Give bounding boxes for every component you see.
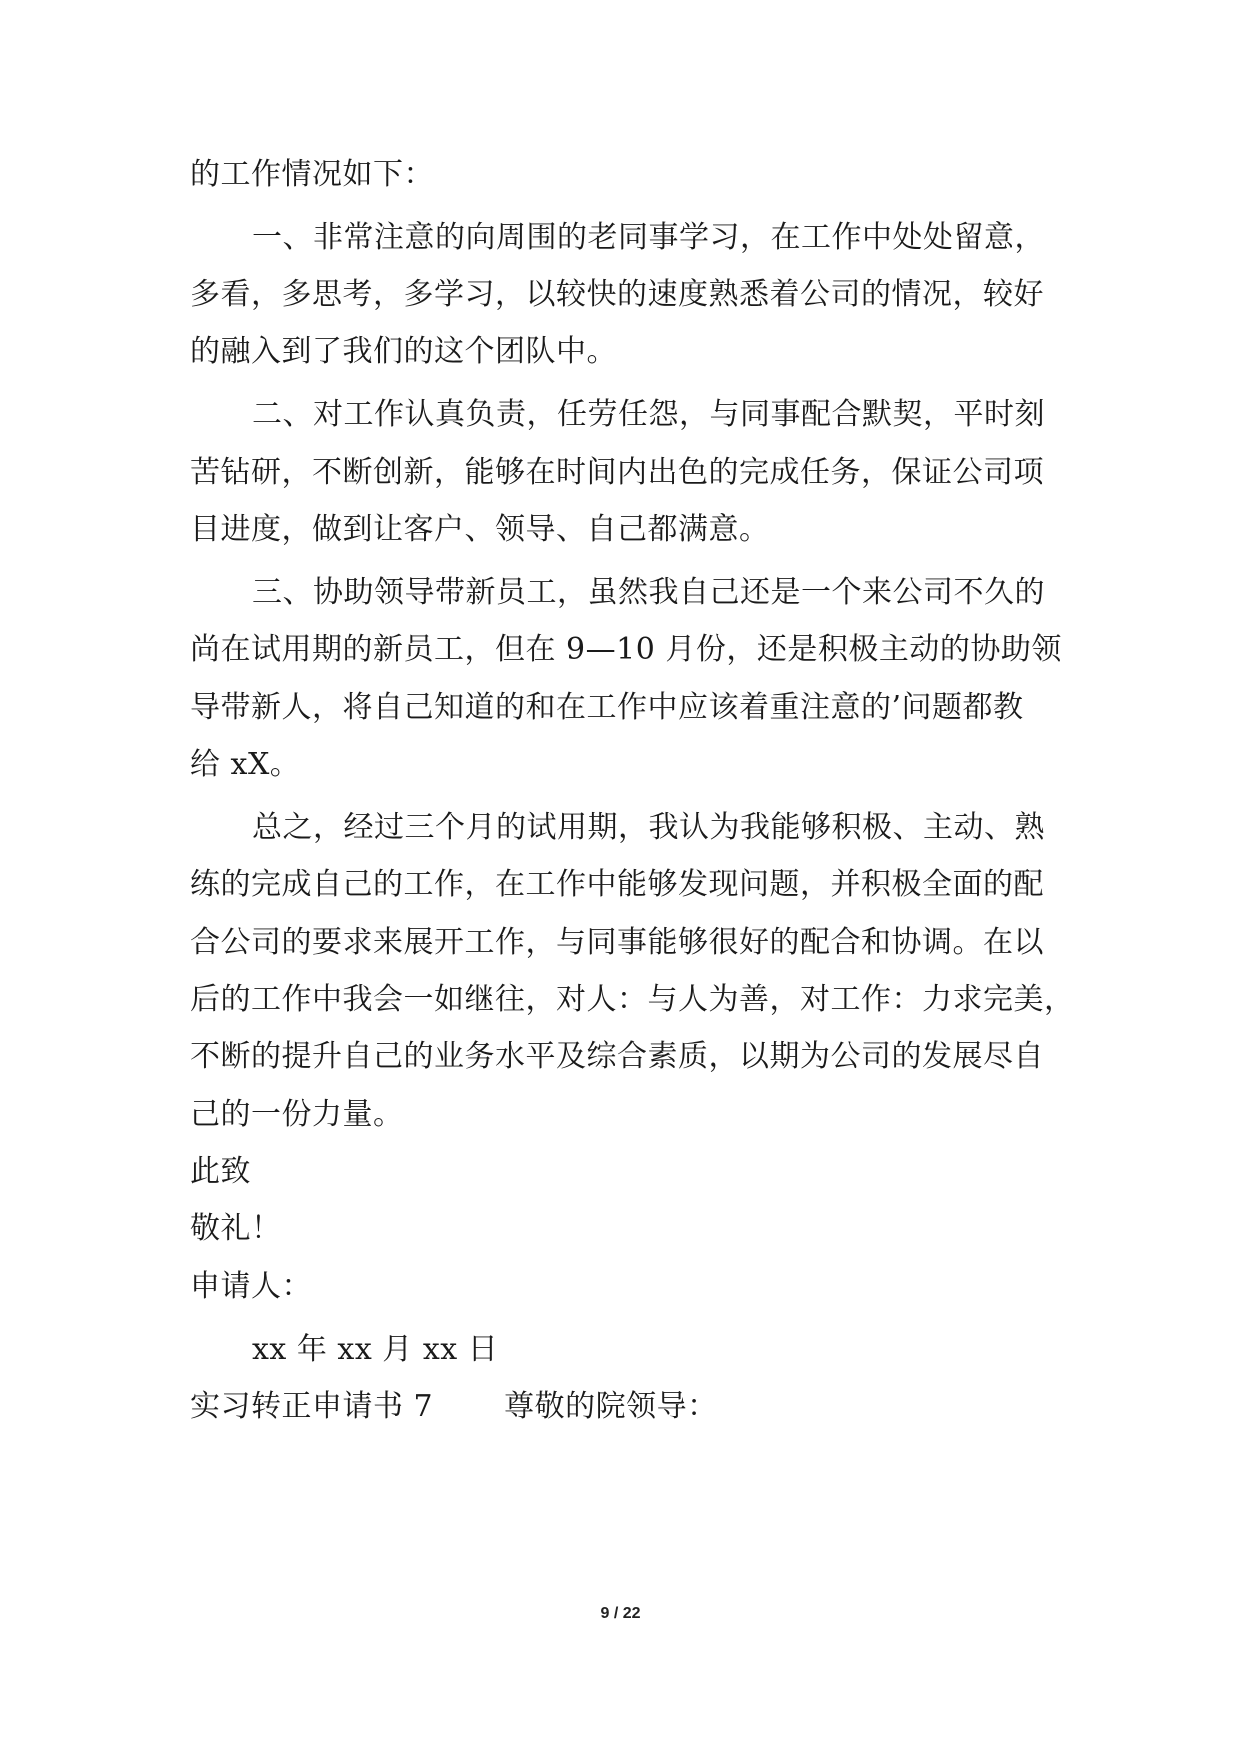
paragraph-4-line: 不断的提升自己的业务水平及综合素质，以期为公司的发展尽自: [190, 1039, 1044, 1074]
page-number: 9 / 22: [600, 1605, 641, 1622]
paragraph-1-line: 一、非常注意的向周围的老同事学习，在工作中处处留意，: [252, 220, 1045, 255]
paragraph-4-line: 总之，经过三个月的试用期，我认为我能够积极、主动、熟: [252, 810, 1045, 845]
paragraph-1-line: 多看，多思考，多学习，以较快的速度熟悉着公司的情况，较好: [190, 277, 1044, 312]
closing-salutation: 此致: [190, 1154, 251, 1189]
paragraph-3-line: 尚在试用期的新员工，但在 9—10 月份，还是积极主动的协助领: [190, 632, 1062, 667]
paragraph-3-line: 导带新人，将自己知道的和在工作中应该着重注意的’问题都教: [190, 690, 1024, 725]
paragraph-4-line: 后的工作中我会一如继往，对人：与人为善，对工作：力求完美，: [190, 982, 1075, 1017]
next-section-title: 实习转正申请书 7 尊敬的院领导：: [190, 1389, 718, 1424]
paragraph-2-line: 目进度，做到让客户、领导、自己都满意。: [190, 512, 770, 547]
paragraph-2-line: 二、对工作认真负责，任劳任怨，与同事配合默契，平时刻: [252, 397, 1045, 432]
date-line: xx 年 xx 月 xx 日: [252, 1332, 499, 1367]
text-line: 的工作情况如下：: [190, 157, 434, 192]
paragraph-3-line: 给 xX。: [190, 747, 301, 782]
applicant-label: 申请人：: [190, 1269, 312, 1304]
paragraph-4-line: 己的一份力量。: [190, 1097, 404, 1132]
paragraph-3-line: 三、协助领导带新员工，虽然我自己还是一个来公司不久的: [252, 575, 1045, 610]
closing-regards: 敬礼！: [190, 1211, 282, 1246]
paragraph-4-line: 合公司的要求来展开工作，与同事能够很好的配合和协调。在以: [190, 925, 1044, 960]
paragraph-2-line: 苦钻研，不断创新，能够在时间内出色的完成任务，保证公司项: [190, 455, 1044, 490]
paragraph-1-line: 的融入到了我们的这个团队中。: [190, 334, 617, 369]
paragraph-4-line: 练的完成自己的工作，在工作中能够发现问题，并积极全面的配: [190, 867, 1044, 902]
